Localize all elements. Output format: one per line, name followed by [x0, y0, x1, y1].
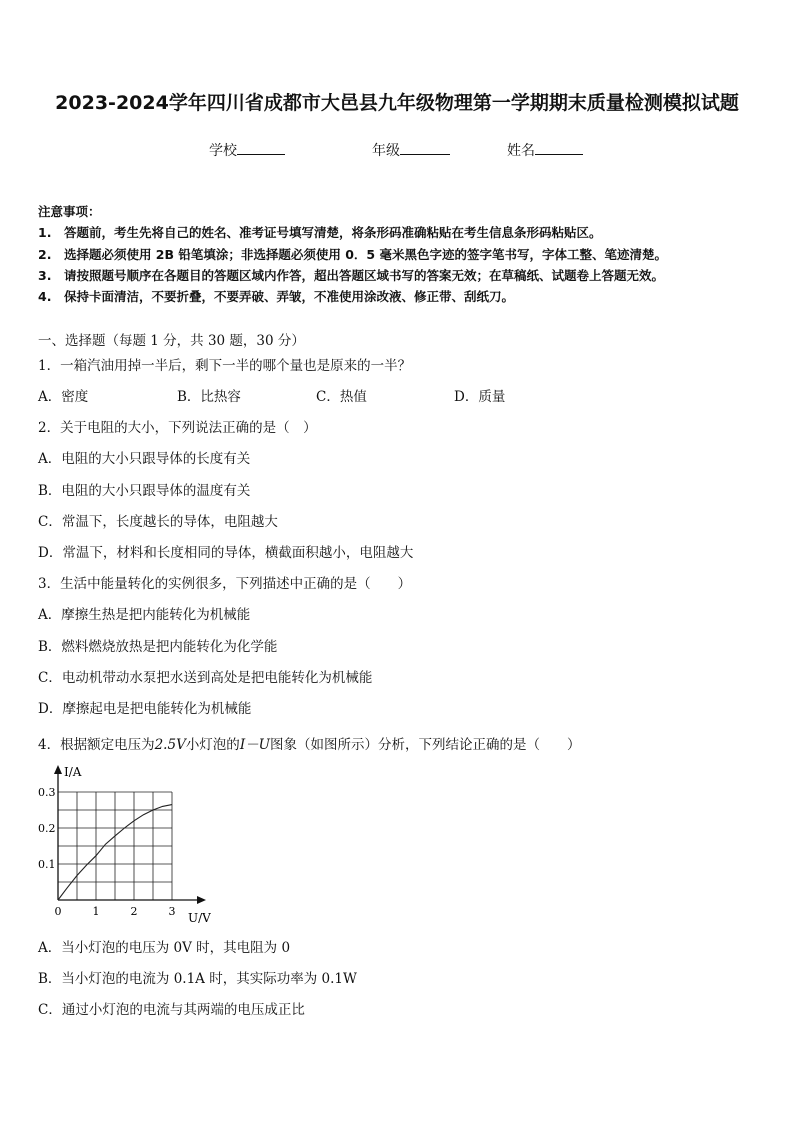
y-axis-label: I/A: [64, 765, 82, 779]
question-3-option-d: D．摩擦起电是把电能转化为机械能: [38, 701, 252, 717]
page-title: 2023-2024学年四川省成都市大邑县九年级物理第一学期期末质量检测模拟试题: [55, 92, 739, 114]
section-heading: 一、选择题（每题 1 分，共 30 题，30 分）: [38, 333, 305, 349]
question-2-stem: 2．关于电阻的大小，下列说法正确的是（ ）: [38, 420, 317, 436]
question-1-option-a: A．密度: [38, 389, 89, 405]
question-3-option-c: C．电动机带动水泵把水送到高处是把电能转化为机械能: [38, 670, 373, 686]
iu-symbol: I－U: [239, 737, 271, 753]
notes-heading: 注意事项：: [38, 204, 101, 219]
question-4-stem-part: 图象（如图所示）分析，下列结论正确的是（ ）: [270, 737, 581, 753]
x-tick-label: 2: [130, 905, 138, 918]
question-1-option-b: B．比热容: [177, 389, 241, 405]
question-3-option-b: B．燃料燃烧放热是把内能转化为化学能: [38, 639, 278, 655]
question-3-option-a: A．摩擦生热是把内能转化为机械能: [38, 607, 251, 623]
x-tick-label: 0: [54, 905, 62, 918]
question-4-stem-part: 小灯泡的: [185, 737, 240, 753]
question-4-stem: [38, 733, 581, 753]
y-axis-arrow-icon: [54, 765, 62, 774]
question-2-option-b: B．电阻的大小只跟导体的温度有关: [38, 483, 251, 499]
y-tick-label: 0.3: [38, 786, 56, 799]
school-label: 学校: [209, 143, 237, 159]
question-4-option-c: C．通过小灯泡的电流与其两端的电压成正比: [38, 1002, 305, 1018]
grade-blank: [400, 140, 450, 155]
name-field: [507, 140, 583, 160]
grade-label: 年级: [372, 143, 400, 159]
question-2-option-c: C．常温下，长度越长的导体，电阻越大: [38, 514, 278, 530]
question-2-option-a: A．电阻的大小只跟导体的长度有关: [38, 451, 251, 467]
name-label: 姓名: [507, 143, 535, 159]
note-item: 1. 答题前，考生先将自己的姓名、准考证号填写清楚，将条形码准确粘贴在考生信息条形码粘贴区。: [38, 225, 602, 240]
rated-voltage: 2.5V: [154, 737, 186, 753]
y-tick-label: 0.2: [38, 822, 56, 835]
x-tick-label: 3: [168, 905, 176, 918]
iu-graph: [30, 760, 220, 928]
note-item: 2. 选择题必须使用 2B 铅笔填涂；非选择题必须使用 0．5 毫米黑色字迹的签字笔书写，字体工整、笔迹清楚。: [38, 247, 667, 262]
y-tick-label: 0.1: [38, 858, 56, 871]
question-2-option-d: D．常温下，材料和长度相同的导体，横截面积越小，电阻越大: [38, 545, 414, 561]
question-1-option-c: C．热值: [316, 389, 367, 405]
x-axis-arrow-icon: [197, 896, 206, 904]
note-item: 3. 请按照题号顺序在各题目的答题区域内作答，超出答题区域书写的答案无效；在草稿纸、试题卷上答题无效。: [38, 268, 664, 283]
question-4-option-b: B．当小灯泡的电流为 0.1A 时，其实际功率为 0.1W: [38, 971, 357, 987]
grade-field: [372, 140, 450, 160]
question-1-option-d: D．质量: [454, 389, 506, 405]
name-blank: [535, 140, 583, 155]
school-blank: [237, 140, 285, 155]
school-field: [209, 140, 285, 160]
note-item: 4. 保持卡面清洁，不要折叠，不要弄破、弄皱，不准使用涂改液、修正带、刮纸刀。: [38, 289, 514, 304]
x-axis-label: U/V: [188, 911, 211, 925]
chart-grid: [58, 792, 172, 900]
x-tick-label: 1: [92, 905, 100, 918]
question-4-option-a: A．当小灯泡的电压为 0V 时，其电阻为 0: [38, 940, 291, 956]
question-4-stem-part: 4．根据额定电压为: [38, 737, 155, 753]
question-1-stem: 1．一箱汽油用掉一半后，剩下一半的哪个量也是原来的一半？: [38, 358, 412, 374]
question-3-stem: 3．生活中能量转化的实例很多，下列描述中正确的是（ ）: [38, 576, 412, 592]
